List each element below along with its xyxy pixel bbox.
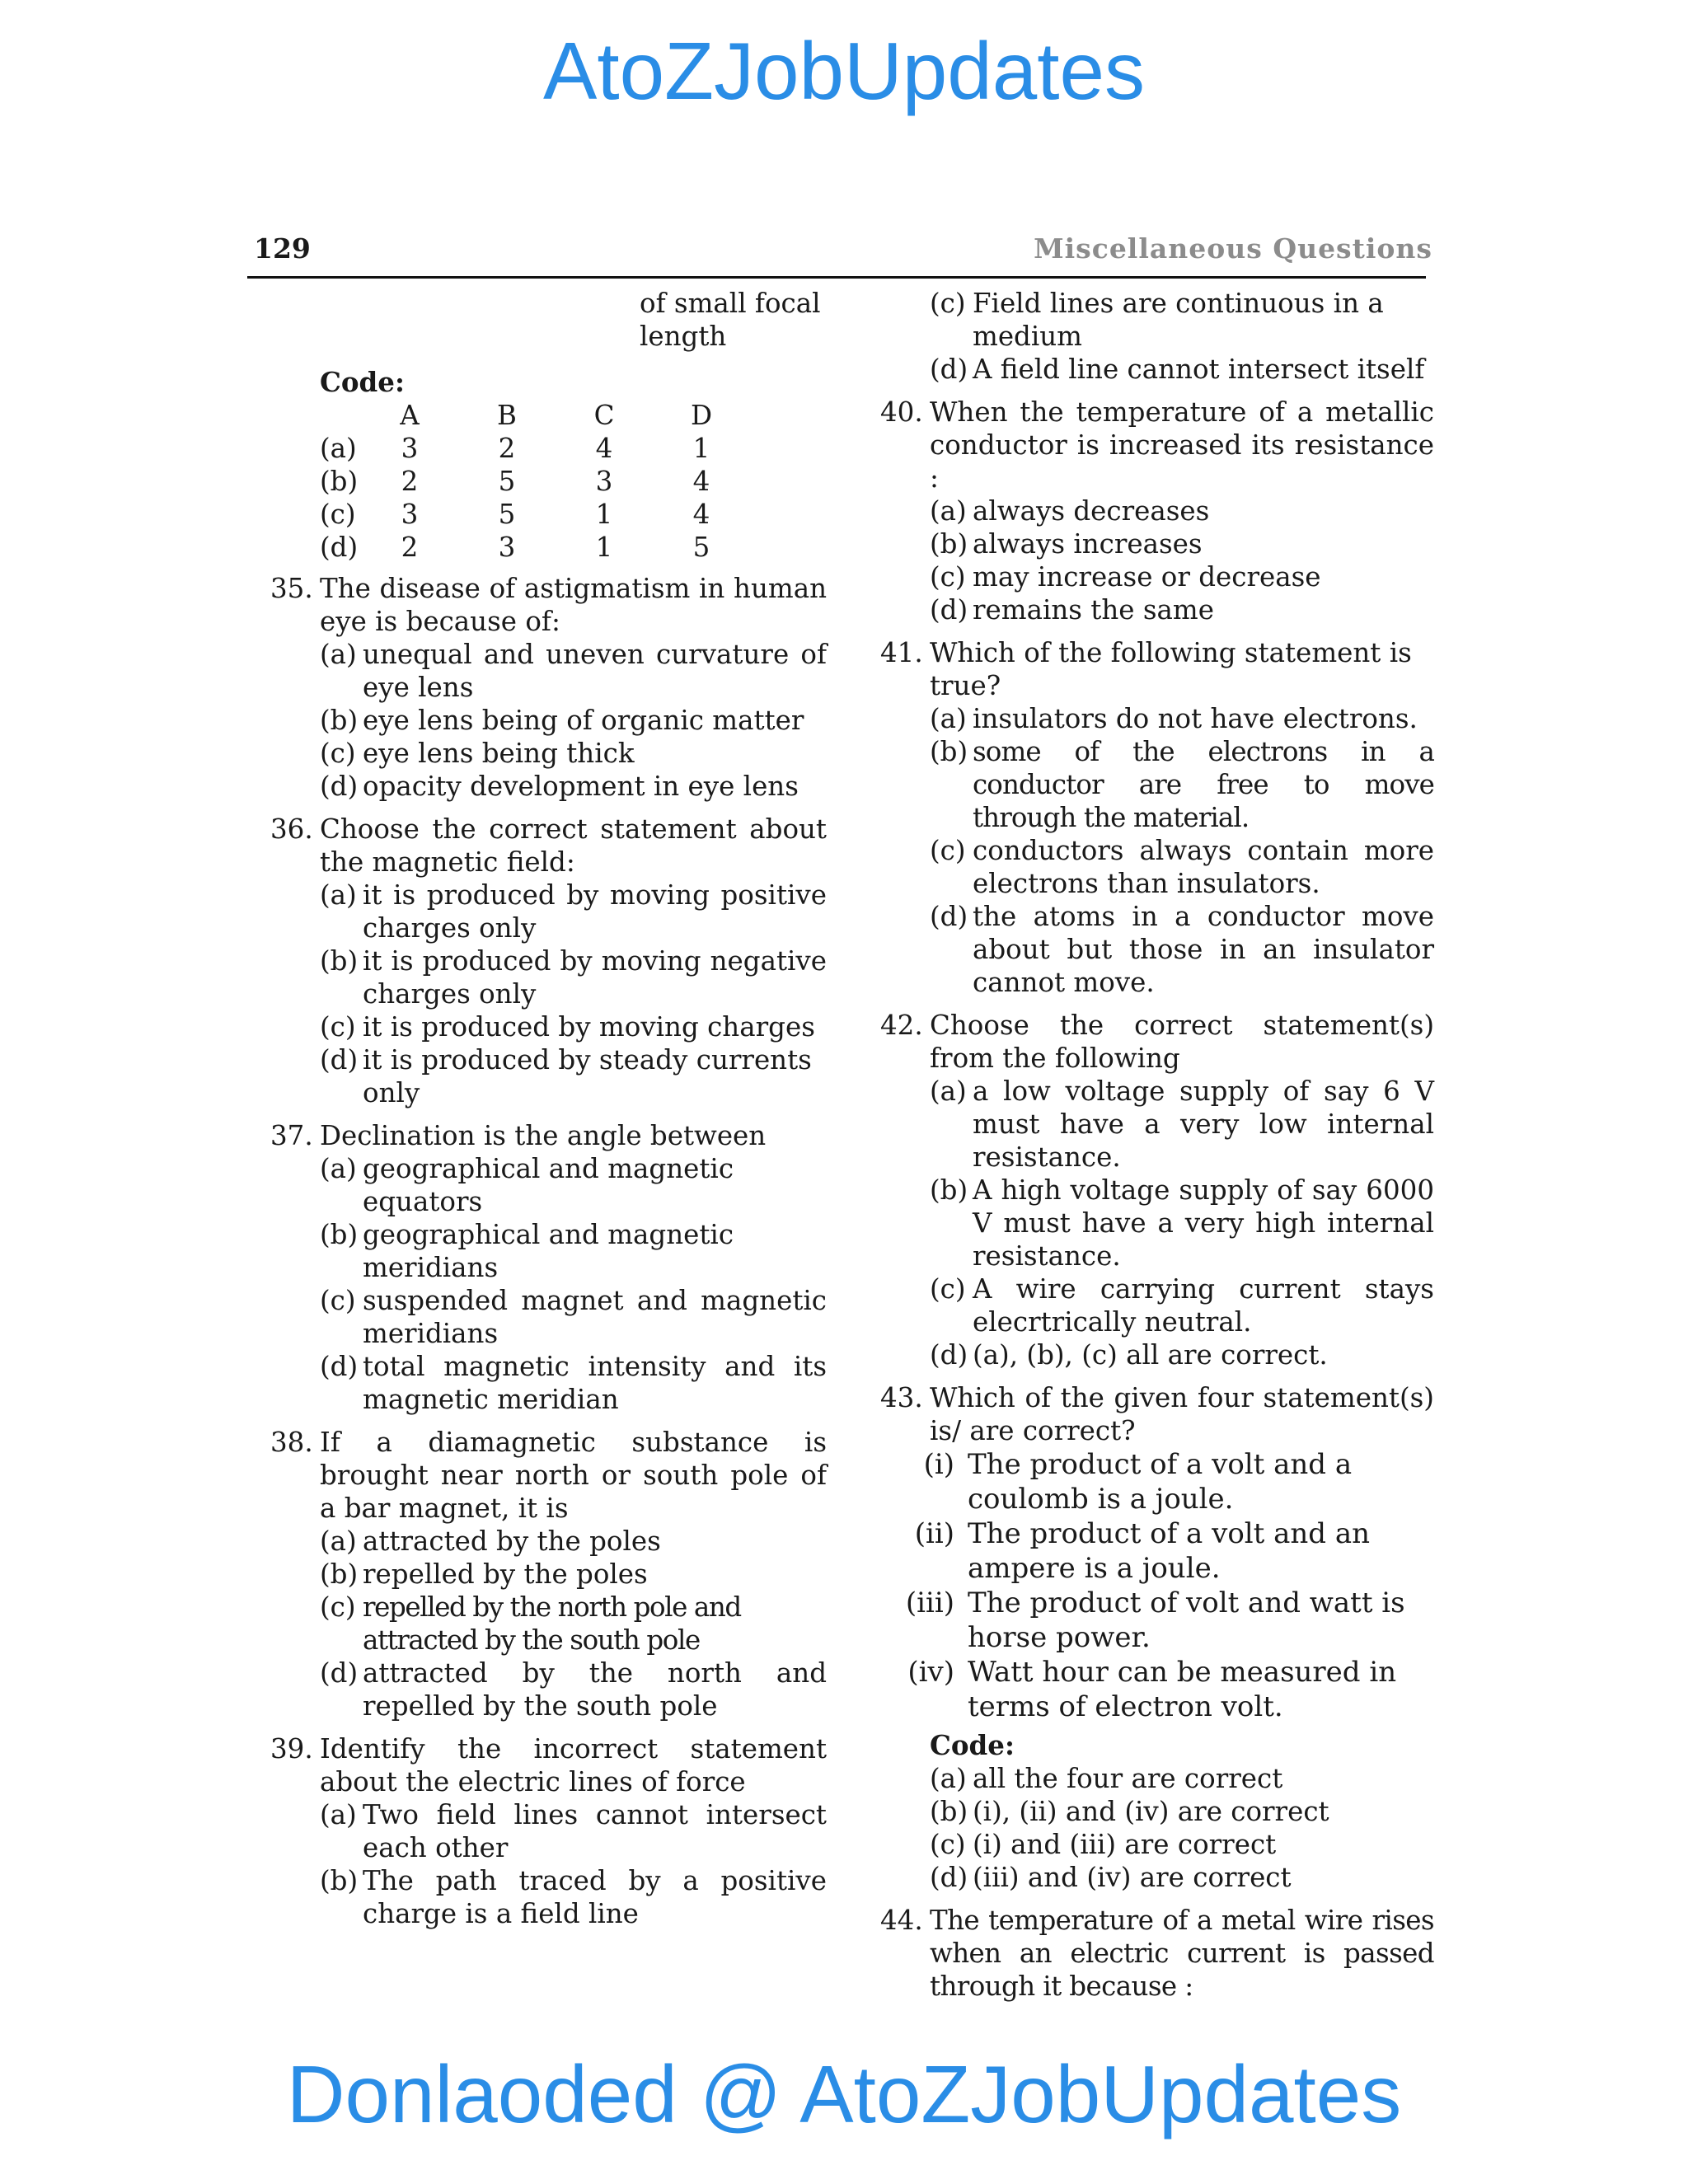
option: (c) repelled by the north pole and attracted by the south pole bbox=[320, 1591, 741, 1656]
question-number: 38. bbox=[270, 1427, 313, 1458]
option: (a) all the four are correct bbox=[930, 1763, 1283, 1794]
question-38 bbox=[270, 1426, 827, 1722]
statement: (i) The product of a volt and a coulomb is a joule. bbox=[923, 1448, 1353, 1516]
option: (c) eye lens being thick bbox=[320, 738, 635, 769]
code-row: (b) 2 5 3 4 bbox=[320, 466, 710, 497]
option: (b) (i), (ii) and (iv) are correct bbox=[930, 1796, 1329, 1827]
option: (a) attracted by the poles bbox=[320, 1526, 661, 1557]
question-text: If a diamagnetic substance is brought near north or south pole of a bar magnet, it is bbox=[320, 1427, 827, 1524]
option: (c) it is produced by moving charges bbox=[320, 1011, 815, 1043]
question-number: 37. bbox=[270, 1120, 313, 1151]
option: (b) The path traced by a positive charge is a field line bbox=[320, 1865, 827, 1929]
question-text: Which of the following statement is true? bbox=[930, 637, 1412, 701]
option: (d) (iii) and (iv) are correct bbox=[930, 1862, 1292, 1893]
watermark-top: AtoZJobUpdates bbox=[543, 26, 1145, 116]
option: (d) attracted by the north and repelled by the south pole bbox=[320, 1657, 827, 1722]
question-number: 41. bbox=[880, 637, 923, 668]
option: (d) opacity development in eye lens bbox=[320, 771, 799, 802]
question-text: The disease of astigmatism in human eye is because of: bbox=[320, 573, 827, 637]
option: (c) conductors always contain more electrons than insulators. bbox=[930, 835, 1434, 899]
option: (c) (i) and (iii) are correct bbox=[930, 1829, 1277, 1860]
option: (a) unequal and uneven curvature of eye lens bbox=[320, 639, 827, 703]
option: (c) A wire carrying current stays elecrtrically neutral. bbox=[930, 1273, 1434, 1338]
option: (b) repelled by the poles bbox=[320, 1558, 648, 1590]
carry-over-text: of small focal length bbox=[640, 288, 821, 352]
question-44 bbox=[880, 1904, 1434, 2003]
question-text: Identify the incorrect statement about the electric lines of force bbox=[320, 1733, 827, 1797]
question-text: When the temperature of a metallic conductor is increased its resistance : bbox=[930, 396, 1434, 494]
option: (a) Two field lines cannot intersect each other bbox=[320, 1799, 827, 1863]
question-number: 36. bbox=[270, 813, 313, 845]
option: (b) always increases bbox=[930, 528, 1203, 560]
option: (c) Field lines are continuous in a medium bbox=[930, 288, 1384, 352]
question-text: The temperature of a metal wire rises when an electric current is passed through it because : bbox=[930, 1905, 1434, 2002]
statement: (iii) The product of volt and watt is horse power. bbox=[905, 1586, 1405, 1654]
option: (a) it is produced by moving positive charges only bbox=[320, 879, 827, 944]
question-39 bbox=[270, 1732, 827, 1930]
match-code bbox=[270, 366, 827, 564]
option: (b) geographical and magnetic meridians bbox=[320, 1219, 734, 1283]
page-number: 129 bbox=[254, 232, 311, 265]
option: (d) A field line cannot intersect itself bbox=[930, 354, 1425, 385]
question-37 bbox=[270, 1119, 827, 1416]
question-text: Declination is the angle between bbox=[320, 1120, 767, 1151]
statement: (ii) The product of a volt and an ampere is a joule. bbox=[914, 1517, 1371, 1585]
code-header-row: A B C D bbox=[400, 400, 713, 431]
option: (d) remains the same bbox=[930, 594, 1214, 626]
option: (c) may increase or decrease bbox=[930, 561, 1321, 593]
question-number: 40. bbox=[880, 396, 923, 428]
option: (b) A high voltage supply of say 6000 V must have a very high internal resistance. bbox=[930, 1174, 1434, 1272]
question-number: 44. bbox=[880, 1905, 923, 1936]
question-number: 35. bbox=[270, 573, 313, 604]
code-row: (a) 3 2 4 1 bbox=[320, 433, 710, 464]
question-39-continued bbox=[880, 287, 1434, 386]
question-35 bbox=[270, 572, 827, 803]
question-41 bbox=[880, 636, 1434, 999]
option: (d) the atoms in a conductor move about but those in an insulator cannot move. bbox=[930, 901, 1434, 998]
option: (a) geographical and magnetic equators bbox=[320, 1153, 734, 1217]
question-text: Choose the correct statement(s) from the following bbox=[930, 1010, 1434, 1074]
option: (b) eye lens being of organic matter bbox=[320, 705, 804, 736]
question-number: 43. bbox=[880, 1382, 923, 1413]
code-table bbox=[320, 399, 750, 564]
statement: (iv) Watt hour can be measured in terms of electron volt. bbox=[907, 1656, 1397, 1723]
option: (a) insulators do not have electrons. bbox=[930, 703, 1418, 734]
code-row: (d) 2 3 1 5 bbox=[320, 532, 710, 563]
code-row: (c) 3 5 1 4 bbox=[320, 499, 710, 530]
watermark-bottom: Donlaoded @ AtoZJobUpdates bbox=[286, 2049, 1402, 2139]
option: (b) it is produced by moving negative charges only bbox=[320, 945, 827, 1010]
right-column bbox=[880, 287, 1434, 2013]
question-43 bbox=[880, 1381, 1434, 1894]
option: (a) a low voltage supply of say 6 V must have a very low internal resistance. bbox=[930, 1076, 1434, 1173]
option: (d) it is produced by steady currents only bbox=[320, 1044, 812, 1108]
question-number: 39. bbox=[270, 1733, 313, 1765]
running-head: Miscellaneous Questions bbox=[1034, 232, 1432, 265]
option: (d) total magnetic intensity and its magnetic meridian bbox=[320, 1351, 827, 1415]
code-title: Code: bbox=[930, 1729, 1015, 1761]
header-rule bbox=[247, 276, 1426, 279]
option: (d) (a), (b), (c) all are correct. bbox=[930, 1339, 1328, 1371]
question-42 bbox=[880, 1009, 1434, 1371]
option: (c) suspended magnet and magnetic meridians bbox=[320, 1285, 827, 1349]
question-text: Which of the given four statement(s) is/ are correct? bbox=[930, 1382, 1434, 1446]
left-column bbox=[270, 287, 827, 1940]
question-number: 42. bbox=[880, 1010, 923, 1041]
code-title: Code: bbox=[320, 366, 405, 398]
option: (b) some of the electrons in a conductor are free to move through the material. bbox=[930, 736, 1434, 833]
question-text: Choose the correct statement about the magnetic field: bbox=[320, 813, 827, 878]
option: (a) always decreases bbox=[930, 495, 1210, 527]
question-40 bbox=[880, 396, 1434, 626]
question-36 bbox=[270, 813, 827, 1109]
